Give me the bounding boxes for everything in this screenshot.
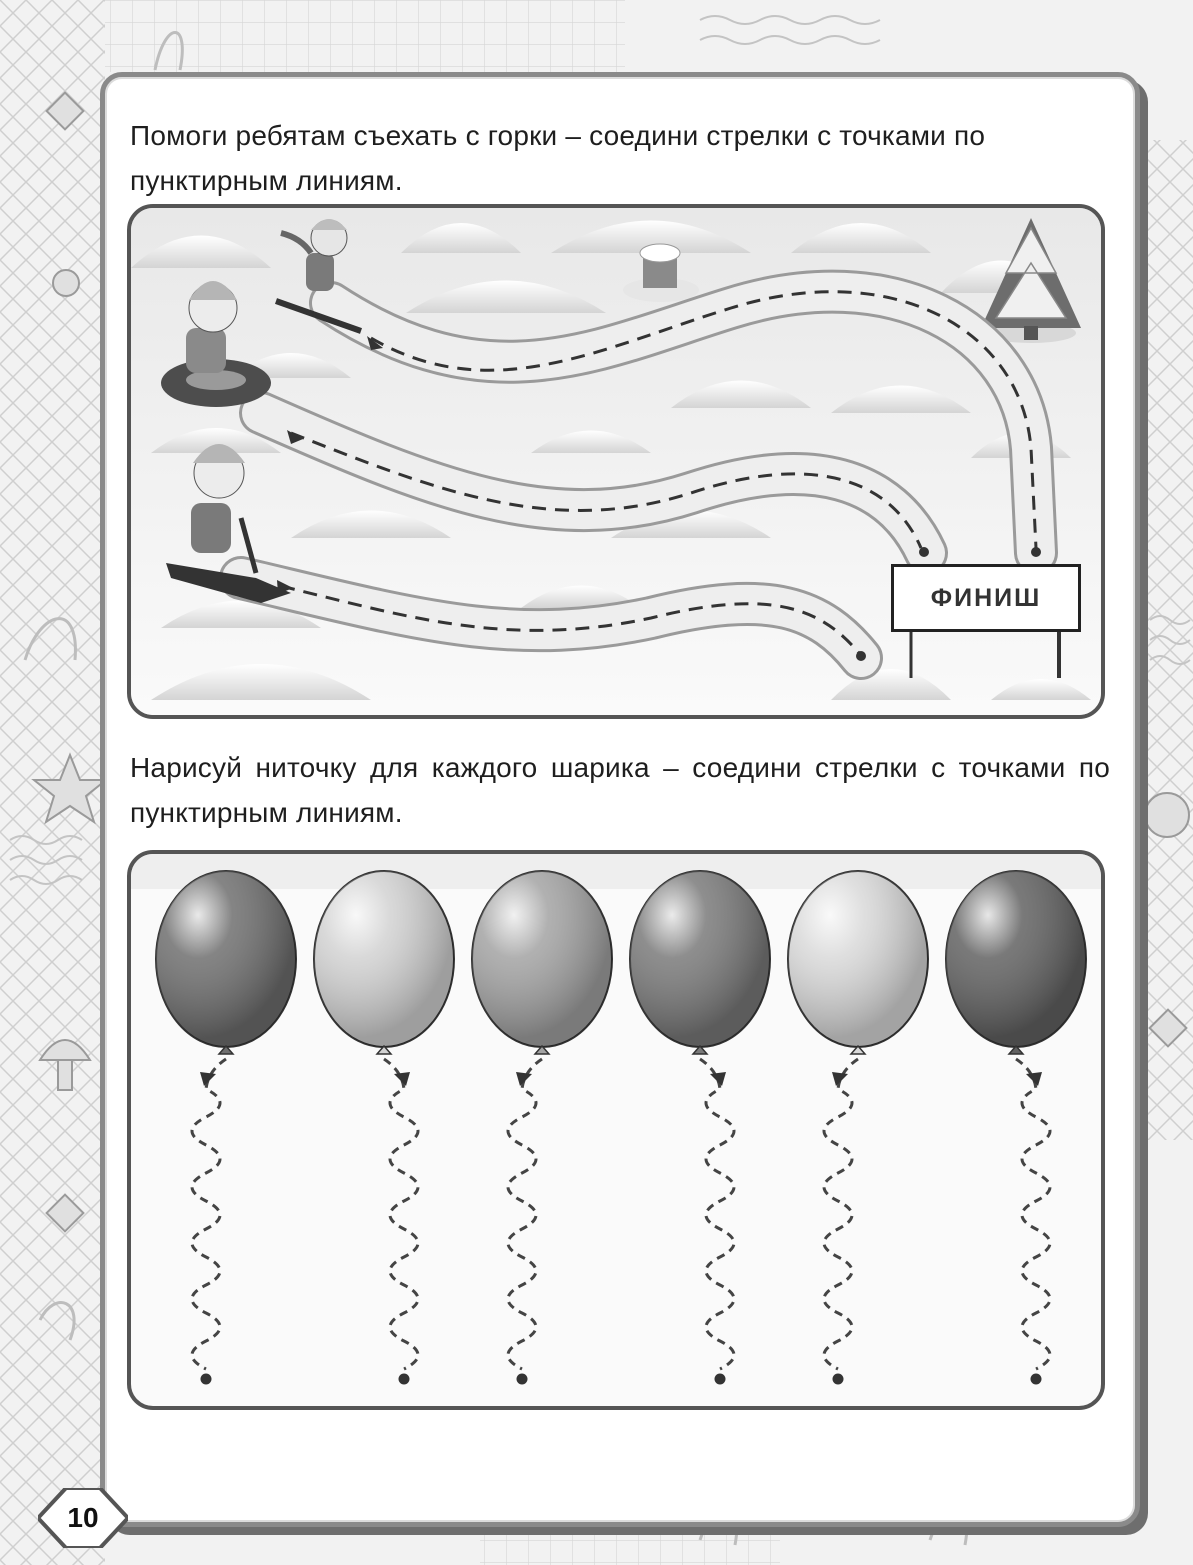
- balloon-shine: [156, 871, 296, 1047]
- balloon-string-dashed-line: [508, 1059, 542, 1369]
- balloon-string-dashed-line: [192, 1059, 226, 1369]
- sledding-instruction: Помоги ребятам съехать с горки – соедини стрелки с точками по пунктирным линиям.: [130, 120, 986, 196]
- balloon-shine: [472, 871, 612, 1047]
- balloon-string-dashed-line: [824, 1059, 858, 1369]
- balloon-5: [788, 871, 928, 1054]
- balloon-string-dashed-line: [1016, 1059, 1050, 1369]
- string-end-dot: [1031, 1374, 1042, 1385]
- balloon-shine: [630, 871, 770, 1047]
- track-3-end-dot: [856, 651, 866, 661]
- balloon-6: [946, 871, 1086, 1054]
- balloon-string-dashed-line: [700, 1059, 734, 1369]
- track-1-end-dot: [1031, 547, 1041, 557]
- balloons-illustration: [131, 854, 1101, 1406]
- finish-sign: ФИНИШ: [891, 564, 1081, 632]
- balloon-4: [630, 871, 770, 1054]
- balloon-2: [314, 871, 454, 1054]
- string-end-dot: [715, 1374, 726, 1385]
- string-end-dot: [201, 1374, 212, 1385]
- balloon-shine: [946, 871, 1086, 1047]
- balloon-shine: [788, 871, 928, 1047]
- sledding-maze-illustration: [131, 208, 1101, 715]
- page-number: 10: [67, 1502, 99, 1533]
- track-2-end-dot: [919, 547, 929, 557]
- balloon-string-dashed-line: [384, 1059, 418, 1369]
- page-number-badge: [38, 1488, 128, 1548]
- sledding-maze-panel: [127, 204, 1105, 719]
- balloon-shine: [314, 871, 454, 1047]
- balloon-3: [472, 871, 612, 1054]
- balloon-1: [156, 871, 296, 1054]
- string-end-dot: [399, 1374, 410, 1385]
- balloons-panel: [127, 850, 1105, 1410]
- string-end-dot: [833, 1374, 844, 1385]
- balloons-instruction: Нарисуй ниточку для каждого шарика – соедини стрелки с точками по пунктирным линиям.: [130, 752, 1110, 828]
- string-end-dot: [517, 1374, 528, 1385]
